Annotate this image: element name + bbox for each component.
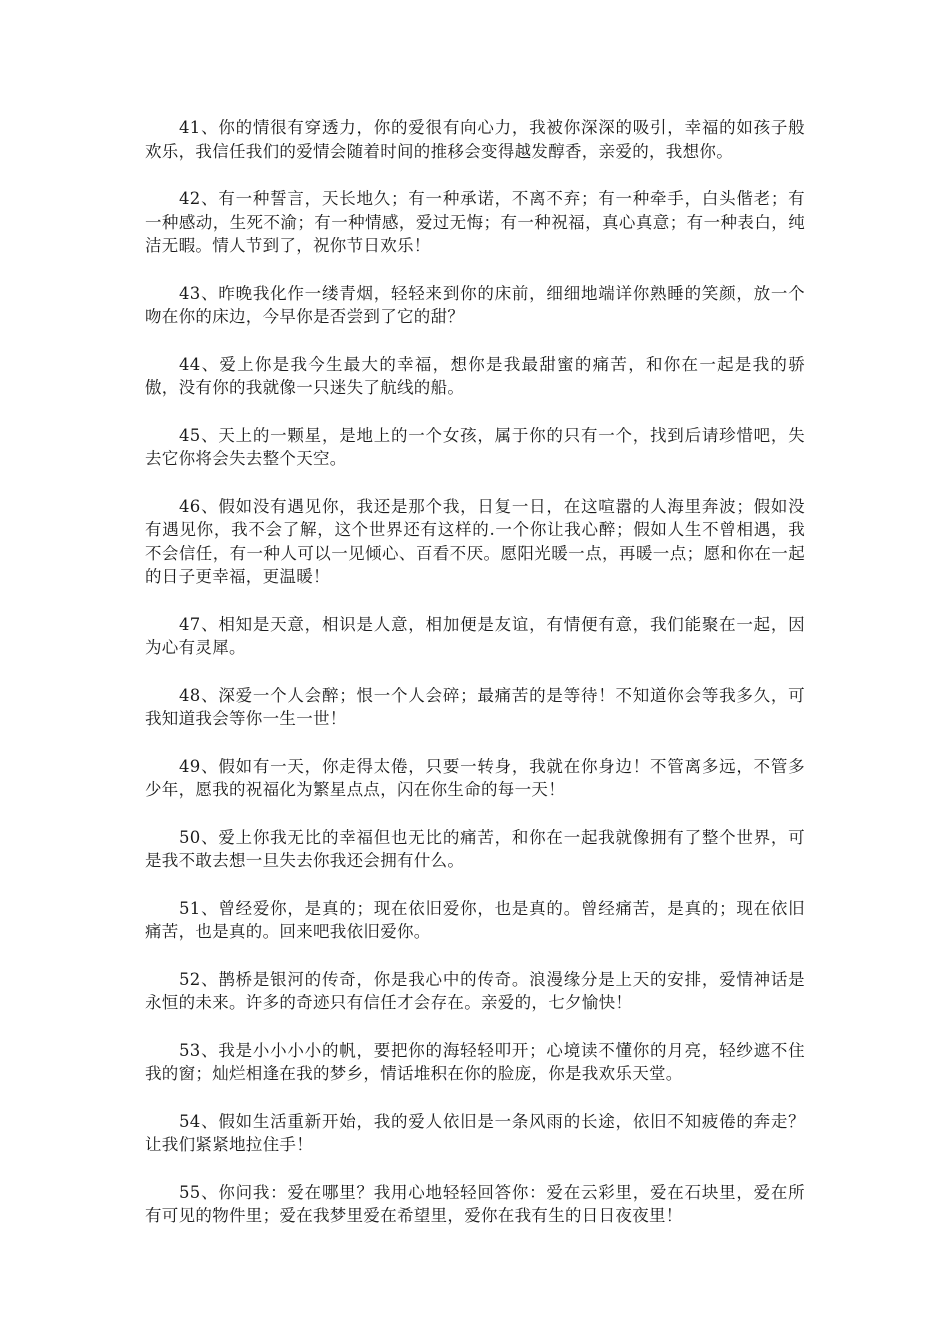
paragraph-46: 46、假如没有遇见你，我还是那个我，日复一日，在这喧嚣的人海里奔波；假如没有遇见你，我不会了解，这个世界还有这样的.一个你让我心醉；假如人生不曾相遇，我不会信任，有一种人可以一见倾心、百看不厌。愿阳光暖一点，再暖一点；愿和你在一起的日子更幸福，更温暖！	[145, 496, 805, 586]
paragraph-50: 50、爱上你我无比的幸福但也无比的痛苦，和你在一起我就像拥有了整个世界，可是我不敢去想一旦失去你我还会拥有什么。	[145, 827, 805, 870]
paragraph-45: 45、天上的一颗星，是地上的一个女孩，属于你的只有一个，找到后请珍惜吧，失去它你将会失去整个天空。	[145, 425, 805, 468]
paragraph-51: 51、曾经爱你，是真的；现在依旧爱你，也是真的。曾经痛苦，是真的；现在依旧痛苦，也是真的。回来吧我依旧爱你。	[145, 898, 805, 941]
paragraph-47: 47、相知是天意，相识是人意，相加便是友谊，有情便有意，我们能聚在一起，因为心有灵犀。	[145, 614, 805, 657]
paragraph-54: 54、假如生活重新开始，我的爱人依旧是一条风雨的长途，依旧不知疲倦的奔走？让我们紧紧地拉住手！	[145, 1111, 805, 1154]
paragraph-43: 43、昨晚我化作一缕青烟，轻轻来到你的床前，细细地端详你熟睡的笑颜，放一个吻在你的床边，今早你是否尝到了它的甜？	[145, 283, 805, 326]
paragraph-53: 53、我是小小小小的帆，要把你的海轻轻叩开；心境读不懂你的月亮，轻纱遮不住我的窗；灿烂相逢在我的梦乡，情话堆积在你的脸庞，你是我欢乐天堂。	[145, 1040, 805, 1083]
document-body	[145, 116, 805, 1252]
paragraph-42: 42、有一种誓言，天长地久；有一种承诺，不离不弃；有一种牵手，白头偕老；有一种感动，生死不渝；有一种情感，爱过无悔；有一种祝福，真心真意；有一种表白，纯洁无暇。情人节到了，祝你节日欢乐！	[145, 189, 805, 255]
paragraph-52: 52、鹊桥是银河的传奇，你是我心中的传奇。浪漫缘分是上天的安排，爱情神话是永恒的未来。许多的奇迹只有信任才会存在。亲爱的，七夕愉快！	[145, 969, 805, 1012]
paragraph-55: 55、你问我：爱在哪里？我用心地轻轻回答你：爱在云彩里，爱在石块里，爱在所有可见的物件里；爱在我梦里爱在希望里，爱你在我有生的日日夜夜里！	[145, 1182, 805, 1225]
paragraph-49: 49、假如有一天，你走得太倦，只要一转身，我就在你身边！不管离多远，不管多少年，愿我的祝福化为繁星点点，闪在你生命的每一天！	[145, 756, 805, 799]
paragraph-48: 48、深爱一个人会醉；恨一个人会碎；最痛苦的是等待！不知道你会等我多久，可我知道我会等你一生一世！	[145, 685, 805, 728]
paragraph-44: 44、爱上你是我今生最大的幸福，想你是我最甜蜜的痛苦，和你在一起是我的骄傲，没有你的我就像一只迷失了航线的船。	[145, 354, 805, 397]
paragraph-41: 41、你的情很有穿透力，你的爱很有向心力，我被你深深的吸引，幸福的如孩子般欢乐，我信任我们的爱情会随着时间的推移会变得越发醇香，亲爱的，我想你。	[145, 118, 805, 161]
